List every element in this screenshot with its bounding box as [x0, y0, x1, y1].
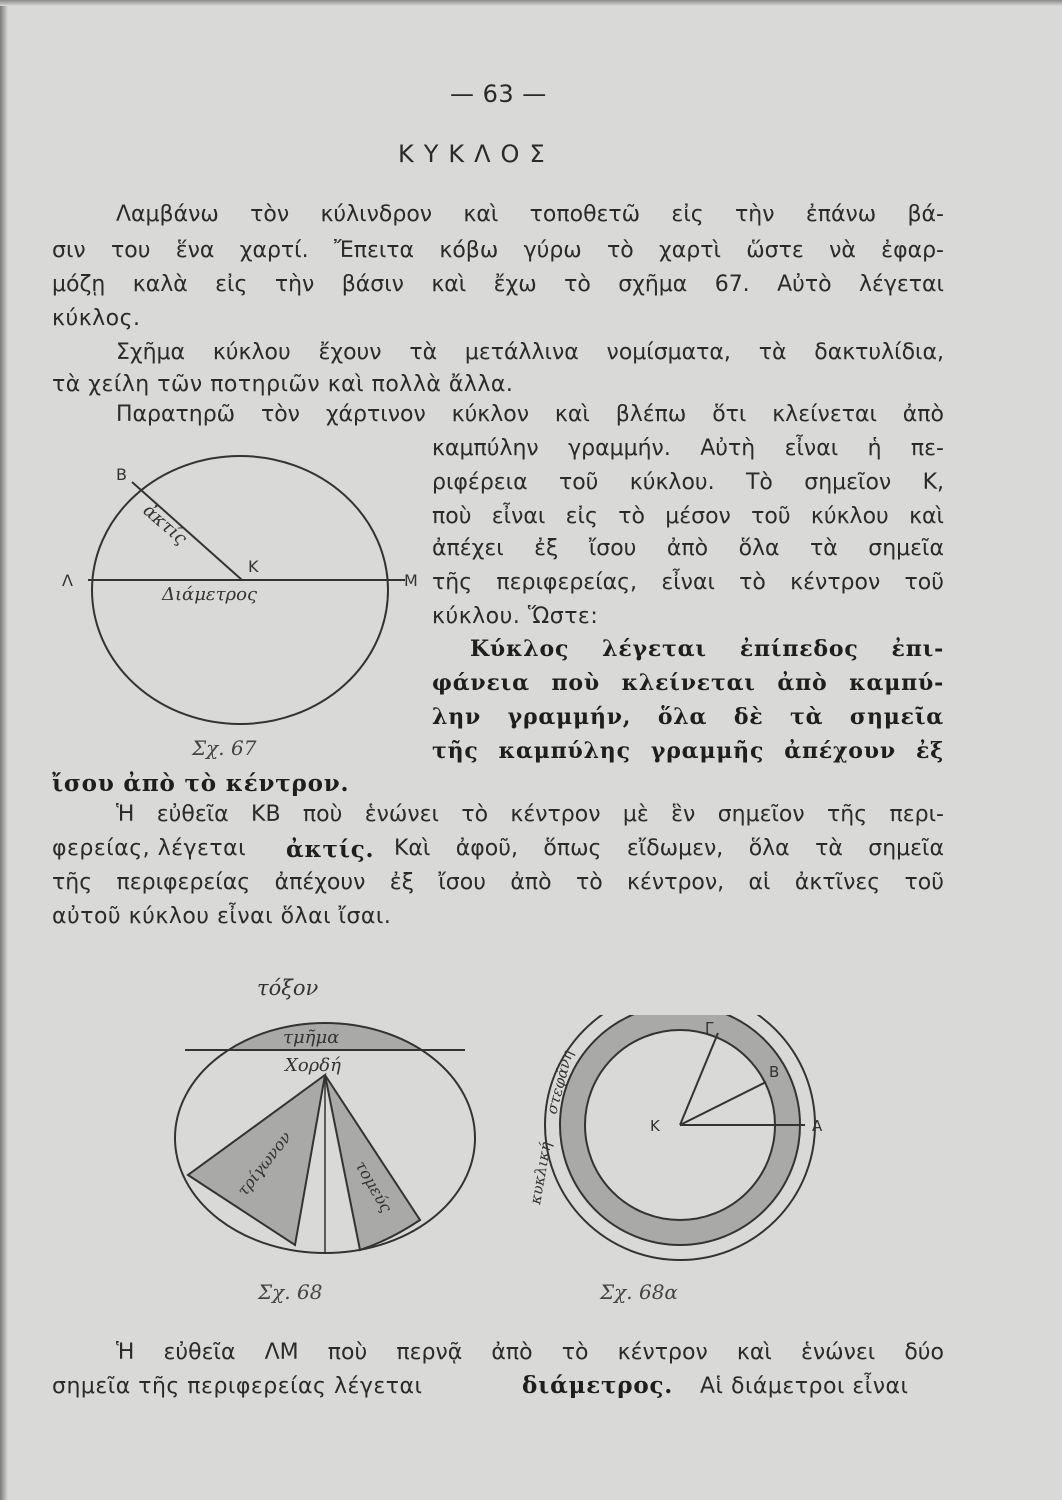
term-diameter: διάμετρος.: [522, 1372, 674, 1399]
label-l: Λ: [62, 571, 73, 590]
text-line: κύκλος.: [52, 306, 141, 331]
label-segment: τμῆμα: [283, 1027, 340, 1048]
text-line: ἀπέχει ἐξ ἴσου ἀπὸ ὅλα τὰ σημεῖα: [432, 536, 944, 561]
text-line: καμπύλην γραμμήν. Αὐτὴ εἶναι ἡ πε-: [432, 436, 944, 461]
definition-line: Κύκλος λέγεται ἐπίπεδος ἐπι-: [470, 636, 944, 662]
text-line: φερείας, λέγεται: [52, 836, 247, 861]
figure-68a: [520, 1015, 840, 1265]
figure-67: [50, 440, 420, 740]
definition-line: τῆς καμπύλης γραμμῆς ἀπέχουν ἐξ: [432, 738, 944, 764]
label-sector: τομεύς: [351, 1157, 397, 1216]
page-shadow-top: [0, 0, 1062, 6]
label-triangle: τρίγωνον: [233, 1127, 296, 1200]
text-line: ποὺ εἶναι εἰς τὸ μέσον τοῦ κύκλου καὶ: [432, 504, 944, 529]
figure-67-caption: Σχ. 67: [192, 736, 257, 760]
figure-68-caption: Σχ. 68: [258, 1280, 323, 1304]
text-line: Αἱ διάμετροι εἶναι: [700, 1374, 909, 1399]
label-chord: Χορδή: [285, 1055, 341, 1076]
page-shadow-left: [0, 0, 8, 1500]
label-g: Γ: [705, 1019, 714, 1037]
text-line: Ἡ εὐθεῖα ΚΒ ποὺ ἑνώνει τὸ κέντρον μὲ ἓν σημεῖον τῆς περι-: [116, 802, 944, 827]
text-line: μόζῃ καλὰ εἰς τὴν βάσιν καὶ ἔχω τὸ σχῆμα 67. Αὐτὸ λέγεται: [52, 272, 944, 297]
text-line: σημεῖα τῆς περιφερείας λέγεται: [52, 1374, 423, 1399]
text-line: Ἡ εὐθεῖα ΛΜ ποὺ περνᾷ ἀπὸ τὸ κέντρον καὶ ἑνώνει δύο: [116, 1340, 944, 1365]
label-k: K: [650, 1117, 660, 1135]
label-m: M: [404, 571, 418, 590]
page-number: — 63 —: [450, 80, 547, 108]
label-b: B: [769, 1063, 780, 1081]
text-line: τῆς περιφερείας ἀπέχουν ἐξ ἴσου ἀπὸ τὸ κέντρον, αἱ ἀκτῖνες τοῦ: [52, 870, 944, 895]
label-circular: κυκλική: [526, 1140, 555, 1206]
text-line: Σχῆμα κύκλου ἔχουν τὰ μετάλλινα νομίσματα, τὰ δακτυλίδια,: [116, 340, 944, 365]
text-line: αὐτοῦ κύκλου εἶναι ὅλαι ἴσαι.: [52, 904, 392, 929]
text-line: τῆς περιφερείας, εἶναι τὸ κέντρον τοῦ: [432, 570, 944, 595]
definition-line: φάνεια ποὺ κλείνεται ἀπὸ καμπύ-: [432, 670, 944, 696]
text-line: σιν του ἕνα χαρτί. Ἔπειτα κόβω γύρω τὸ χαρτὶ ὥστε νὰ ἐφαρ-: [52, 238, 944, 263]
page-title: ΚΥΚΛΟΣ: [398, 140, 555, 168]
text-line: ριφέρεια τοῦ κύκλου. Τὸ σημεῖον Κ,: [432, 470, 944, 495]
sector-shape: [325, 1075, 420, 1250]
label-diameter: Διάμετρος: [162, 584, 258, 605]
label-radius: ἀκτίς: [138, 499, 192, 550]
figure-68a-caption: Σχ. 68α: [600, 1280, 678, 1304]
label-a: A: [812, 1117, 823, 1135]
definition-line: ἴσου ἀπὸ τὸ κέντρον.: [52, 770, 350, 797]
text-line: Καὶ ἀφοῦ, ὅπως εἴδωμεν, ὅλα τὰ σημεῖα: [394, 836, 944, 861]
label-b: B: [116, 465, 127, 484]
text-line: κύκλου. Ὥστε:: [432, 604, 599, 629]
label-crown: στεφάνη: [542, 1048, 577, 1117]
definition-line: λην γραμμήν, ὅλα δὲ τὰ σημεῖα: [432, 704, 944, 730]
label-k: K: [248, 557, 259, 576]
label-arc: τόξον: [257, 976, 319, 1000]
text-line: Παρατηρῶ τὸν χάρτινον κύκλον καὶ βλέπω ὅτι κλείνεται ἀπὸ: [116, 402, 944, 427]
figure-68: [165, 965, 485, 1265]
text-line: Λαμβάνω τὸν κύλινδρον καὶ τοποθετῶ εἰς τὴν ἐπάνω βά-: [116, 202, 944, 227]
text-line: τὰ χείλη τῶν ποτηριῶν καὶ πολλὰ ἄλλα.: [52, 372, 514, 397]
term-radius: ἀκτίς.: [286, 836, 375, 863]
